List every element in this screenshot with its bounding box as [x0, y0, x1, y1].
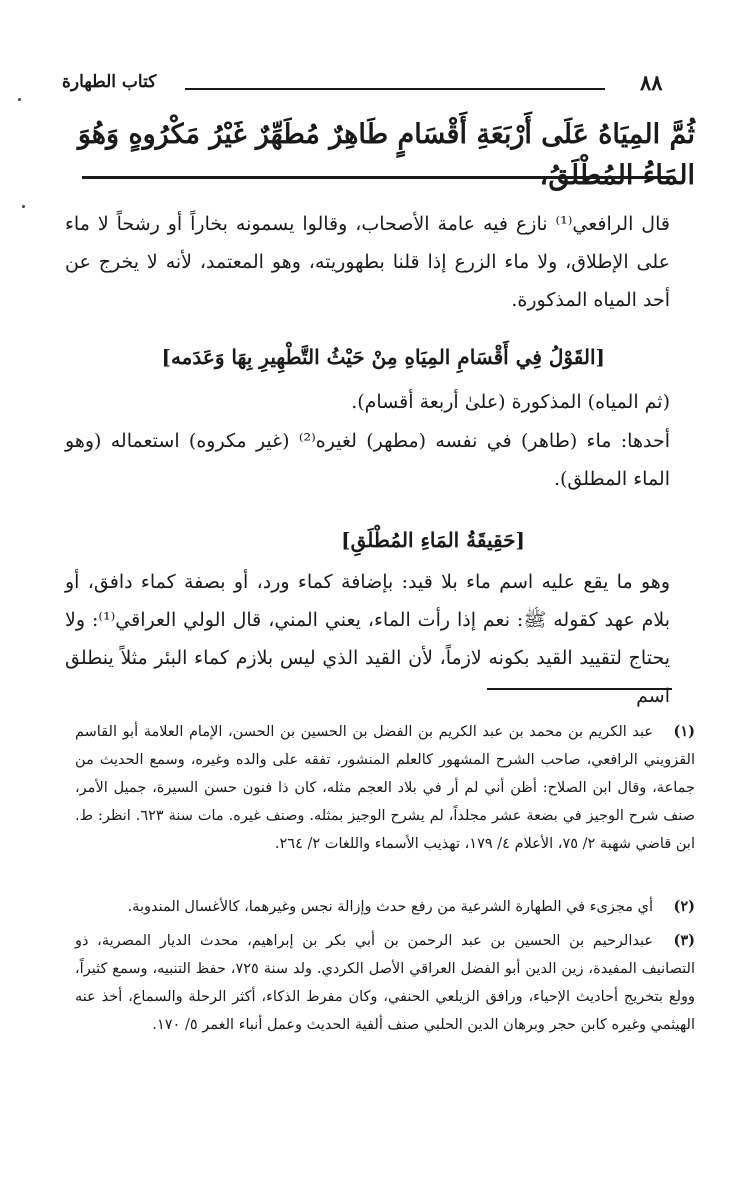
footnote-text: عبد الكريم بن محمد بن عبد الكريم بن الفضل بن الحسين بن الحسن، الإمام العلامة أبو القاسم القزويني الرافعي، صاحب الشرح المشهور كالعلم المنشور، تفقه على والده وغيره، وسمع الحديث من جماعة، وقال ابن الصلاح: أظن أني لم أر في بلاد العجم مثله، كان ذا فنون حسن السيرة، جميل الأمر، صنف شرح الوجيز في بضعة عشر مجلداً، لم يشرح الوجيز بمثله. وصنف غيره. مات سنة ٦٢٣. انظر: ط. ابن قاضي شهبة ٢/ ٧٥، الأعلام ٤/ ١٧٩، تهذيب الأسماء واللغات ٢/ ٢٦٤.	[75, 724, 695, 852]
section-heading: [حَقِيقَةُ المَاءِ المُطْلَقِ]	[341, 528, 525, 552]
margin-dot	[18, 98, 21, 101]
page-number: ٨٨	[640, 70, 663, 95]
header-rule	[185, 88, 605, 90]
footnote-text: عبدالرحيم بن الحسين بن عبد الرحمن بن أبي بكر بن إبراهيم، محدث الديار المصرية، ذو التصانيف المفيدة، زين الدين أبو الفضل العراقي الأصل الكردي. ولد سنة ٧٢٥، حفظ التنبيه، وسمع كثيراً، وولع بتخريج أحاديث الإحياء، ورافق الزيلعي الحنفي، وكان مفرط الذكاء، أكثر الرحلة والسماع، أخذ عنه الهيثمي وغيره كابن حجر وبرهان الدين الحلبي صنف ألفية الحديث وعمل أنباء الغمر ٥/ ١٧٠.	[75, 933, 695, 1033]
footnote-2	[75, 893, 695, 921]
section-heading: [القَوْلُ فِي أَقْسَامِ المِيَاهِ مِنْ حَيْثُ التَّطْهِيرِ بِهَا وَعَدَمه]	[161, 345, 605, 369]
footnote-number: (٢)	[673, 898, 695, 915]
commentary-paragraph: (ثم المياه) المذكورة (علىٰ أربعة أقسام).	[351, 391, 670, 413]
commentary-paragraph: قال الرافعي⁽¹⁾ نازع فيه عامة الأصحاب، وقالوا يسمونه بخاراً أو رشحاً لا ماء على الإطلاق، ولا ماء الزرع إذا قلنا بطهوريته، وهو المعتمد، لأنه لا يخرج عن أحد المياه المذكورة.	[65, 213, 670, 311]
commentary-paragraph: وهو ما يقع عليه اسم ماء بلا قيد: بإضافة كماء ورد، أو بصفة كماء دافق، أو بلام عهد كقوله ﷺ: نعم إذا رأت الماء، يعني المني، قال الولي العراقي⁽¹⁾: ولا يحتاج لتقييد القيد بكونه لازماً، لأن القيد الذي ليس بلازم كماء البئر مثلاً ينطلق اسم	[65, 571, 670, 707]
matn-separator-rule	[82, 176, 672, 179]
footnote-separator-rule	[487, 688, 672, 690]
commentary-paragraph: أحدها: ماء (طاهر) في نفسه (مطهر) لغيره⁽²⁾ (غير مكروه) استعماله (وهو الماء المطلق).	[65, 430, 670, 490]
footnote-3	[75, 927, 695, 1039]
footnote-text: أي مجزىء في الطهارة الشرعية من رفع حدث وإزالة نجس وغيرهما، كالأغسال المندوبة.	[127, 899, 653, 915]
footnote-1	[75, 718, 695, 858]
margin-dot	[22, 205, 25, 208]
matn-text: ثُمَّ المِيَاهُ عَلَى أَرْبَعَةِ أَقْسَامٍ طَاهِرٌ مُطَهِّرٌ غَيْرُ مَكْرُوهٍ وَهُوَ المَاءُ المُطْلَقُ،	[77, 119, 695, 191]
footnote-number: (٣)	[673, 932, 695, 949]
running-header-title: كتاب الطهارة	[62, 72, 157, 92]
footnote-number: (١)	[673, 723, 695, 740]
